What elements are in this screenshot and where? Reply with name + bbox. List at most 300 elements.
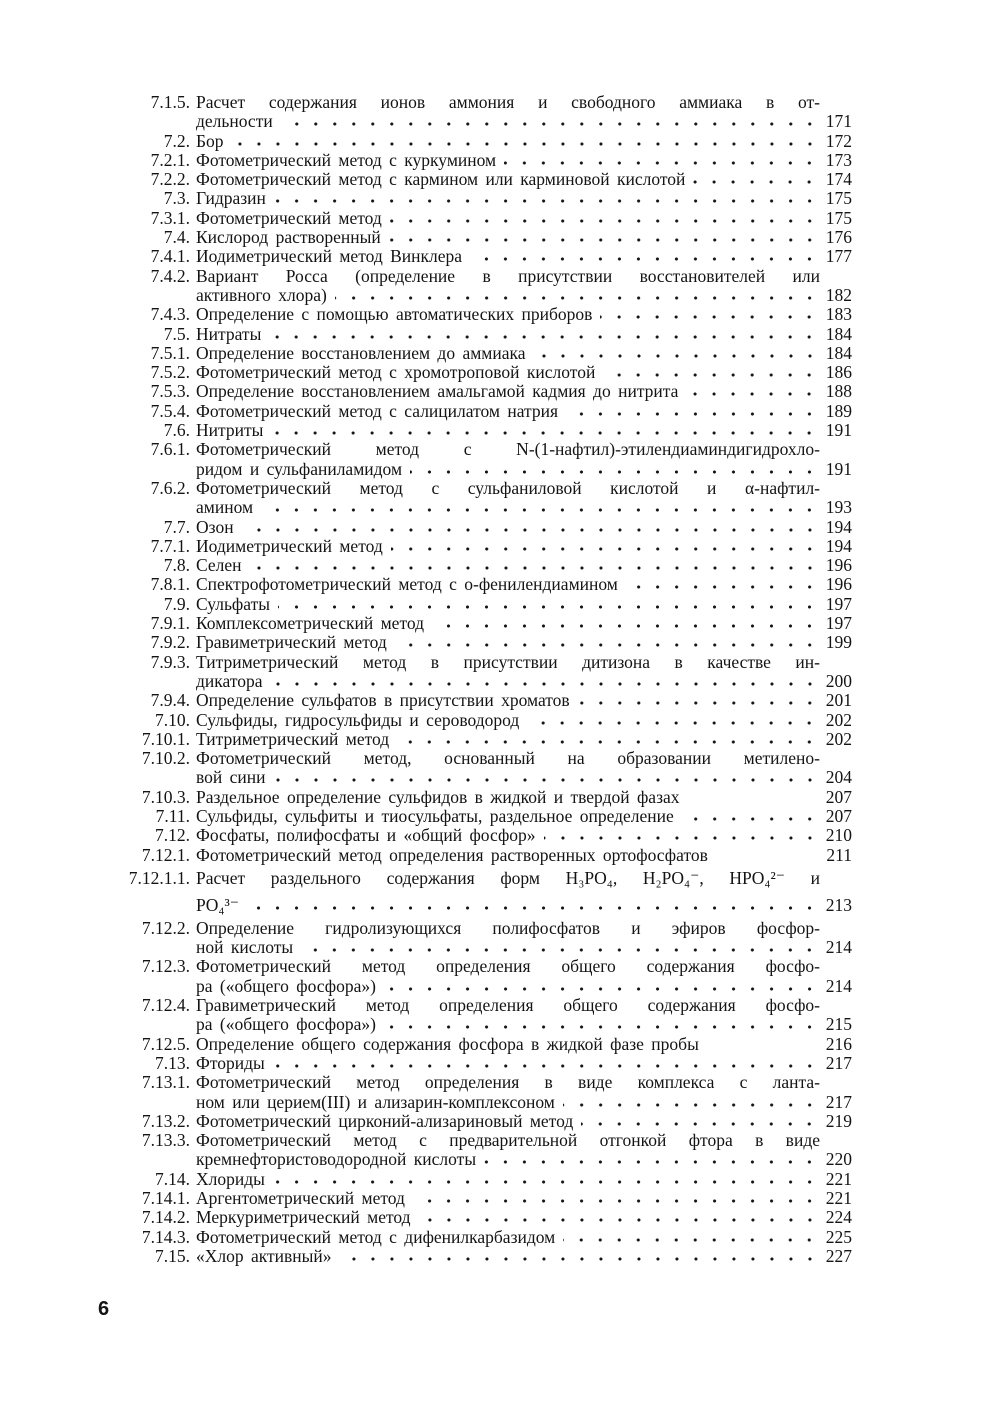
section-number: 7.14.1. — [141, 1188, 190, 1209]
section-number: 7.15. — [155, 1245, 190, 1266]
entry-last-line — [196, 1035, 852, 1054]
entry-last-line — [196, 1054, 852, 1073]
entry-title-line: Иодиметрический метод Винклера — [196, 246, 463, 267]
entry-body — [196, 633, 852, 652]
dot-leader — [686, 385, 819, 397]
entry-body — [196, 247, 852, 266]
dot-leader — [384, 1018, 819, 1030]
section-number: 7.9.3. — [150, 651, 190, 672]
section-number: 7.7. — [163, 516, 190, 537]
entry-last-line — [196, 170, 852, 189]
page-reference: 217 — [825, 1091, 852, 1112]
entry-title-line: Нитраты — [196, 323, 262, 344]
dot-leader — [544, 829, 819, 841]
entry-body — [196, 1131, 852, 1170]
entry-last-line — [196, 595, 852, 614]
entry-title-line: Нитриты — [196, 420, 264, 441]
entry-last-line — [196, 1170, 852, 1189]
dot-leader — [484, 1153, 819, 1165]
entry-title-line: Спектрофотометрический метод с о-фенилендиамином — [196, 574, 618, 595]
entry-body — [196, 1247, 852, 1266]
toc-entry — [120, 479, 852, 518]
section-number: 7.9.2. — [150, 632, 190, 653]
section-number: 7.12.2. — [141, 917, 190, 938]
dot-leader — [250, 559, 819, 571]
page-reference: 210 — [825, 825, 852, 846]
entry-body — [196, 996, 852, 1035]
dot-leader — [578, 694, 819, 706]
page-reference: 202 — [825, 728, 852, 749]
entry-last-line — [196, 768, 852, 787]
entry-title-line: Сульфиды, сульфиты и тиосульфаты, раздельное определение — [196, 805, 674, 826]
entry-body — [196, 1189, 852, 1208]
toc-entry — [120, 1189, 852, 1208]
entry-title-line: Расчет содержания ионов аммония и свободного аммиака в от- — [196, 92, 820, 112]
page-reference: 221 — [825, 1188, 852, 1209]
table-of-contents — [120, 93, 852, 1266]
entry-body — [196, 209, 852, 228]
entry-last-line — [196, 977, 852, 996]
entry-body — [196, 1170, 852, 1189]
toc-entry — [120, 363, 852, 382]
toc-entry — [120, 518, 852, 537]
entry-last-line — [196, 672, 852, 691]
dot-leader — [397, 733, 819, 745]
entry-last-line — [196, 382, 852, 401]
toc-entry — [120, 633, 852, 652]
entry-last-line — [196, 1112, 852, 1131]
entry-title-line: Определение гидролизующихся полифосфатов и эфиров фосфор- — [196, 917, 820, 938]
entry-last-line — [196, 788, 852, 807]
entry-title-line: Фотометрический метод с хромотроповой кислотой — [196, 362, 596, 383]
entry-title-line: Определение сульфатов в присутствии хроматов — [196, 690, 570, 711]
toc-entry — [120, 1035, 852, 1054]
entry-last-line — [196, 633, 852, 652]
page-reference: 220 — [825, 1149, 852, 1170]
toc-entry — [120, 957, 852, 996]
toc-entry — [120, 919, 852, 958]
section-number: 7.5.2. — [150, 362, 190, 383]
dot-leader — [563, 1096, 819, 1108]
entry-title-line: Фотометрический метод с сульфаниловой кислотой и α-нафтил- — [196, 477, 820, 498]
entry-title-line: Фосфаты, полифосфаты и «общий фосфор» — [196, 825, 536, 846]
page-reference: 196 — [825, 555, 852, 576]
dot-leader — [566, 405, 819, 417]
dot-leader — [271, 675, 819, 687]
entry-title-line: Гравиметрический метод определения общего содержания фосфо- — [196, 995, 820, 1016]
entry-body — [196, 1228, 852, 1247]
section-number: 7.5. — [163, 323, 190, 344]
section-number: 7.1.5. — [150, 92, 190, 112]
page-reference: 182 — [825, 284, 852, 305]
section-number: 7.12.1. — [141, 844, 190, 865]
entry-last-line — [196, 421, 852, 440]
entry-body — [196, 440, 852, 479]
toc-entry — [120, 1112, 852, 1131]
entry-body — [196, 730, 852, 749]
page-reference: 213 — [825, 894, 852, 915]
page-reference: 227 — [825, 1245, 852, 1266]
dot-leader — [384, 980, 819, 992]
entry-last-line — [196, 402, 852, 421]
dot-leader — [395, 636, 819, 648]
entry-title-line: ра («общего фосфора») — [196, 975, 376, 996]
toc-entry — [120, 556, 852, 575]
section-number: 7.5.4. — [150, 400, 190, 421]
page-reference: 201 — [825, 690, 852, 711]
entry-body — [196, 267, 852, 306]
entry-body — [196, 846, 852, 865]
page-reference: 197 — [825, 613, 852, 634]
entry-body — [196, 93, 852, 132]
entry-last-line — [196, 1208, 852, 1227]
page-reference: 175 — [825, 207, 852, 228]
entry-last-line — [196, 1150, 852, 1169]
entry-title-line: Фотометрический метод определения растворенных ортофосфатов — [196, 844, 708, 865]
section-number: 7.12.5. — [141, 1033, 190, 1054]
section-number: 7.13.3. — [141, 1130, 190, 1151]
dot-leader — [278, 598, 819, 610]
entry-last-line — [196, 325, 852, 344]
entry-body — [196, 479, 852, 518]
toc-entry — [120, 749, 852, 788]
entry-last-line — [196, 363, 852, 382]
dot-leader — [391, 540, 819, 552]
dot-leader — [682, 810, 819, 822]
entry-body — [196, 344, 852, 363]
section-number: 7.2. — [163, 130, 190, 151]
toc-entry — [120, 595, 852, 614]
section-number: 7.11. — [155, 805, 190, 826]
entry-body — [196, 691, 852, 710]
toc-entry — [120, 1228, 852, 1247]
entry-title-line: активного хлора) — [196, 284, 327, 305]
entry-title-line: Комплексометрический метод — [196, 613, 425, 634]
section-number: 7.12.3. — [141, 956, 190, 977]
dot-leader — [563, 1231, 819, 1243]
entry-last-line — [196, 228, 852, 247]
toc-entry — [120, 711, 852, 730]
page-reference: 204 — [825, 767, 852, 788]
toc-entry — [120, 170, 852, 189]
toc-entry — [120, 653, 852, 692]
section-number: 7.14. — [155, 1168, 190, 1189]
page-reference: 194 — [825, 535, 852, 556]
section-number: 7.8. — [163, 555, 190, 576]
page-reference: 194 — [825, 516, 852, 537]
entry-title-line: Фотометрический метод, основанный на образовании метилено- — [196, 748, 820, 769]
dot-leader — [242, 521, 819, 533]
entry-body — [196, 1035, 852, 1054]
entry-body — [196, 865, 852, 919]
entry-title-line: Раздельное определение сульфидов в жидкой и твердой фазах — [196, 786, 680, 807]
section-number: 7.5.1. — [150, 342, 190, 363]
page-reference: 214 — [825, 937, 852, 958]
entry-title-line: Фотометрический цирконий-ализариновый метод — [196, 1110, 574, 1131]
toc-entry — [120, 440, 852, 479]
toc-entry — [120, 267, 852, 306]
toc-entry — [120, 846, 852, 865]
entry-title-line: Бор — [196, 130, 224, 151]
section-number: 7.9.1. — [150, 613, 190, 634]
entry-title-line: Иодиметрический метод — [196, 535, 383, 556]
toc-entry — [120, 132, 852, 151]
dot-leader — [335, 289, 819, 301]
entry-title-line: дельности — [196, 111, 273, 132]
entry-last-line — [196, 730, 852, 749]
dot-leader — [581, 1115, 819, 1127]
toc-entry — [120, 575, 852, 594]
entry-body — [196, 228, 852, 247]
dot-leader — [410, 463, 819, 475]
entry-title-line: Фотометрический метод — [196, 207, 382, 228]
section-number: 7.12.4. — [141, 995, 190, 1016]
dot-leader — [527, 714, 819, 726]
page-reference: 172 — [825, 130, 852, 151]
toc-entry — [120, 1208, 852, 1227]
entry-title-line: Фотометрический метод с салицилатом натрия — [196, 400, 559, 421]
entry-last-line — [196, 556, 852, 575]
toc-entry — [120, 807, 852, 826]
entry-last-line — [196, 286, 852, 305]
toc-entry — [120, 730, 852, 749]
section-number: 7.12.1.1. — [128, 867, 190, 888]
toc-entry — [120, 93, 852, 132]
page-reference: 173 — [825, 149, 852, 170]
entry-last-line — [196, 846, 852, 865]
toc-entry — [120, 614, 852, 633]
section-number: 7.13.1. — [141, 1072, 190, 1093]
page-reference: 183 — [825, 304, 852, 325]
toc-entry — [120, 382, 852, 401]
entry-title-line: вой сини — [196, 767, 266, 788]
toc-entry — [120, 788, 852, 807]
section-number: 7.6. — [163, 420, 190, 441]
entry-last-line — [196, 1228, 852, 1247]
entry-body — [196, 537, 852, 556]
page-reference: 216 — [825, 1033, 852, 1054]
entry-last-line — [196, 1189, 852, 1208]
section-number: 7.14.3. — [141, 1226, 190, 1247]
page-reference: 177 — [825, 246, 852, 267]
entry-body — [196, 421, 852, 440]
page-reference: 219 — [825, 1110, 852, 1131]
toc-entry — [120, 1073, 852, 1112]
section-number: 7.4.2. — [150, 265, 190, 286]
entry-title-line: Гидразин — [196, 188, 266, 209]
dot-leader — [693, 173, 819, 185]
entry-title-line: Фотометрический метод определения в виде комплекса с ланта- — [196, 1072, 820, 1093]
entry-title-line: Определение восстановлением до аммиака — [196, 342, 526, 363]
page-reference: 191 — [825, 458, 852, 479]
entry-body — [196, 325, 852, 344]
entry-title-line: Фотометрический метод с дифенилкарбазидом — [196, 1226, 556, 1247]
section-number: 7.4.1. — [150, 246, 190, 267]
toc-entry — [120, 209, 852, 228]
toc-entry — [120, 1170, 852, 1189]
section-number: 7.5.3. — [150, 381, 190, 402]
section-number: 7.3. — [163, 188, 190, 209]
dot-leader — [271, 424, 819, 436]
entry-body — [196, 363, 852, 382]
dot-leader — [707, 1038, 819, 1050]
section-number: 7.9.4. — [150, 690, 190, 711]
entry-title-line: Фотометрический метод определения общего содержания фосфо- — [196, 956, 820, 977]
entry-last-line — [196, 132, 852, 151]
entry-last-line — [196, 112, 852, 131]
entry-last-line — [196, 938, 852, 957]
entry-body — [196, 189, 852, 208]
dot-leader — [261, 501, 819, 513]
page-reference: 188 — [825, 381, 852, 402]
entry-title-line: Определение общего содержания фосфора в жидкой фазе пробы — [196, 1033, 699, 1054]
entry-last-line — [196, 305, 852, 324]
dot-leader — [600, 308, 819, 320]
toc-entry — [120, 421, 852, 440]
entry-title-line: Меркуриметрический метод — [196, 1207, 411, 1228]
dot-leader — [273, 1057, 819, 1069]
section-number: 7.4. — [163, 227, 190, 248]
toc-entry — [120, 228, 852, 247]
dot-leader — [470, 250, 819, 262]
entry-title-line: Сульфиды, гидросульфиды и сероводород — [196, 709, 520, 730]
section-number: 7.4.3. — [150, 304, 190, 325]
entry-title-line: Титриметрический метод в присутствии дитизона в качестве ин- — [196, 651, 820, 672]
entry-last-line — [196, 460, 852, 479]
toc-entry — [120, 1054, 852, 1073]
entry-title-line: амином — [196, 497, 254, 518]
entry-body — [196, 170, 852, 189]
entry-body — [196, 614, 852, 633]
entry-title-line: Фотометрический метод с N-(1-нафтил)-этилендиаминдигидрохло- — [196, 439, 820, 460]
entry-title-line: кремнефтористоводородной кислоты — [196, 1149, 477, 1170]
dot-leader — [281, 115, 819, 127]
page-reference: 171 — [825, 111, 852, 132]
section-number: 7.13. — [155, 1052, 190, 1073]
dot-leader — [603, 366, 819, 378]
section-number: 7.13.2. — [141, 1110, 190, 1131]
page-reference: 184 — [825, 342, 852, 363]
entry-title-line: ра («общего фосфора») — [196, 1014, 376, 1035]
entry-body — [196, 402, 852, 421]
page-reference: 186 — [825, 362, 852, 383]
page-reference: 214 — [825, 975, 852, 996]
entry-last-line — [196, 891, 852, 919]
entry-title-line: ном или церием(III) и ализарин-комплексоном — [196, 1091, 555, 1112]
entry-last-line — [196, 518, 852, 537]
section-number: 7.7.1. — [150, 535, 190, 556]
entry-last-line — [196, 575, 852, 594]
entry-body — [196, 711, 852, 730]
page-reference: 200 — [825, 670, 852, 691]
page-reference: 202 — [825, 709, 852, 730]
page-reference: 221 — [825, 1168, 852, 1189]
section-number: 7.10. — [155, 709, 190, 730]
entry-title-line: ридом и сульфаниламидом — [196, 458, 403, 479]
dot-leader — [626, 578, 819, 590]
entry-title-line: Фотометрический метод с предварительной отгонкой фтора в виде — [196, 1130, 820, 1151]
entry-body — [196, 653, 852, 692]
entry-last-line — [196, 691, 852, 710]
dot-leader — [688, 791, 820, 803]
dot-leader — [232, 135, 819, 147]
section-number: 7.8.1. — [150, 574, 190, 595]
toc-entry — [120, 826, 852, 845]
toc-entry — [120, 1131, 852, 1170]
page-reference: 207 — [825, 786, 852, 807]
dot-leader — [419, 1211, 819, 1223]
entry-body — [196, 132, 852, 151]
entry-body — [196, 556, 852, 575]
page-reference: 193 — [825, 497, 852, 518]
toc-entry — [120, 189, 852, 208]
entry-title-line: «Хлор активный» — [196, 1245, 332, 1266]
entry-title-line: Вариант Росса (определение в присутствии восстановителей или — [196, 265, 820, 286]
entry-body — [196, 575, 852, 594]
entry-body — [196, 151, 852, 170]
section-number: 7.6.1. — [150, 439, 190, 460]
toc-entry — [120, 691, 852, 710]
toc-entry — [120, 151, 852, 170]
dot-leader — [269, 328, 819, 340]
toc-entry — [120, 344, 852, 363]
dot-leader — [274, 192, 819, 204]
toc-entry — [120, 996, 852, 1035]
entry-last-line — [196, 1093, 852, 1112]
section-number: 7.6.2. — [150, 477, 190, 498]
entry-body — [196, 807, 852, 826]
entry-last-line — [196, 498, 852, 517]
dot-leader — [432, 617, 819, 629]
entry-last-line — [196, 189, 852, 208]
dot-leader — [413, 1192, 819, 1204]
dot-leader — [273, 1173, 819, 1185]
entry-last-line — [196, 151, 852, 170]
page-reference: 207 — [825, 805, 852, 826]
entry-body — [196, 1073, 852, 1112]
page-reference: 215 — [825, 1014, 852, 1035]
section-number: 7.10.3. — [141, 786, 190, 807]
dot-leader — [301, 941, 819, 953]
page-reference: 189 — [825, 400, 852, 421]
page-reference: 211 — [826, 844, 852, 865]
page-reference: 196 — [825, 574, 852, 595]
dot-leader — [389, 231, 819, 243]
entry-title-line: Фториды — [196, 1052, 265, 1073]
toc-entry — [120, 537, 852, 556]
section-number: 7.2.2. — [150, 169, 190, 190]
entry-body — [196, 749, 852, 788]
section-number: 7.14.2. — [141, 1207, 190, 1228]
entry-title-line: ной кислоты — [196, 937, 294, 958]
section-number: 7.9. — [163, 593, 190, 614]
entry-last-line — [196, 247, 852, 266]
entry-title-line: Озон — [196, 516, 234, 537]
page-reference: 174 — [825, 169, 852, 190]
entry-body — [196, 1208, 852, 1227]
entry-title-line: Фотометрический метод с куркумином — [196, 149, 497, 170]
entry-body — [196, 305, 852, 324]
entry-body — [196, 788, 852, 807]
dot-leader — [274, 771, 820, 783]
page-reference: 225 — [825, 1226, 852, 1247]
page-number: 6 — [98, 1298, 110, 1320]
entry-title-line: Кислород растворенный — [196, 227, 381, 248]
dot-leader — [716, 849, 819, 861]
entry-title-line: Селен — [196, 555, 242, 576]
entry-body — [196, 1112, 852, 1131]
page-reference: 184 — [825, 323, 852, 344]
